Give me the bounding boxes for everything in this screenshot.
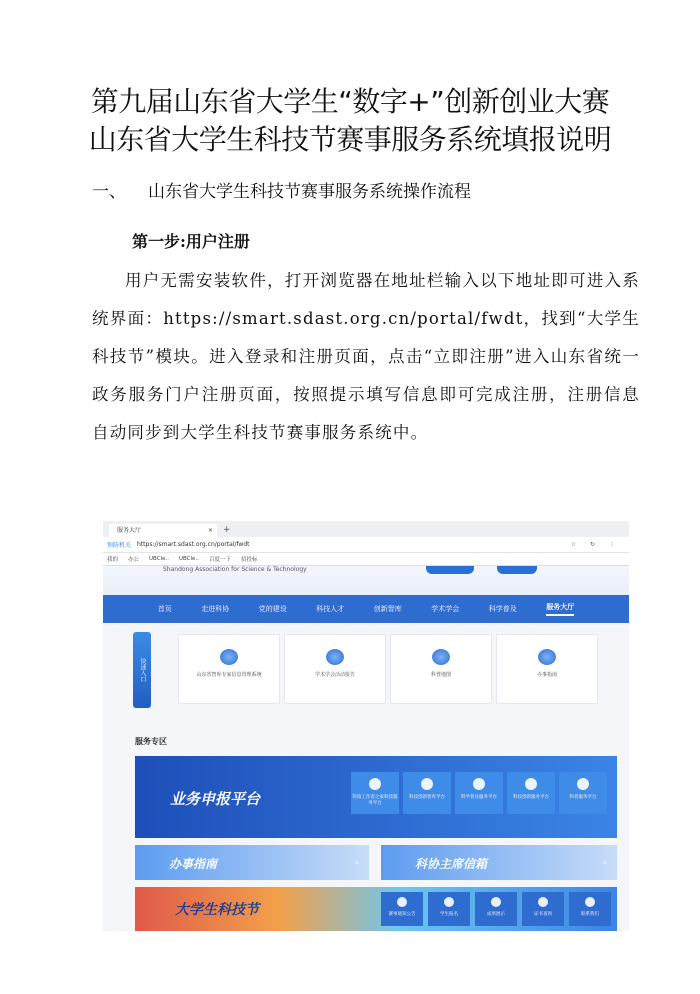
award-icon [491, 897, 501, 907]
notice-icon [397, 897, 407, 907]
embedded-screenshot [103, 521, 629, 931]
step-heading: 第一步:用户注册 [132, 232, 250, 251]
banner-label: 办事指南 [169, 857, 218, 871]
mailbox-banner [381, 845, 617, 880]
quick-access-tab: 快速入口 [133, 632, 151, 708]
chevron-right-icon: » [602, 859, 607, 867]
guide-banner [135, 845, 369, 880]
nav-item: 走进科协 [201, 605, 230, 613]
platform-label: 科普服务平台 [569, 795, 597, 800]
quick-cards [178, 634, 598, 704]
map-icon [432, 649, 450, 665]
document-title-line-1: 第九届山东省大学生“数字+”创新创业大赛 [90, 85, 610, 118]
festival-item [569, 892, 611, 926]
nav-item: 首页 [157, 605, 172, 613]
card-label: 办事指南 [536, 672, 557, 678]
platform-label: 科学普及服务平台 [461, 795, 497, 800]
bookmark-item: 百度一下 [208, 557, 231, 563]
festival-label: 成果展示 [487, 912, 505, 917]
browser-tools-icons: ☆ ↻ ⋮ [570, 541, 621, 548]
science-festival-banner [135, 887, 617, 931]
address-bar [103, 537, 629, 553]
platform-label: 科技创新服务平台 [513, 795, 549, 800]
quick-card [284, 634, 386, 704]
section-heading [92, 177, 471, 202]
document-title-line-2: 山东省大学生科技节赛事服务系统填报说明 [88, 123, 612, 156]
card-label: 学术学会活动报告 [314, 672, 355, 678]
org-name: Shandong Association for Science & Technology [163, 566, 307, 573]
nav-item: 科技人才 [316, 605, 345, 613]
bookmark-item: UBCle.. [178, 556, 199, 562]
platform-icon [525, 778, 537, 790]
festival-items [381, 892, 611, 926]
new-tab-icon: + [223, 525, 231, 535]
platform-icon [473, 778, 485, 790]
header-pill [426, 566, 474, 574]
platform-label: 科技创新智库平台 [409, 795, 445, 800]
tab-title: 服务大厅 [117, 527, 142, 534]
festival-item [475, 892, 517, 926]
site-header [103, 566, 629, 595]
platform-label: 科技工作者之家科技服务平台 [352, 795, 398, 806]
site-nav [103, 595, 629, 623]
guide-icon [538, 649, 556, 665]
festival-label: 证书查询 [534, 912, 552, 917]
tab-close-icon: × [207, 527, 213, 534]
bookmark-item: 招投标 [240, 557, 258, 563]
card-label: 科普地图 [430, 672, 451, 678]
festival-label: 联系我们 [581, 912, 599, 917]
headset-icon [585, 897, 595, 907]
nav-item: 创新智库 [373, 605, 402, 613]
platform-icon [577, 778, 589, 790]
nav-item: 科学普及 [488, 605, 517, 613]
people-icon [326, 649, 344, 665]
service-zone-title: 服务专区 [135, 737, 167, 746]
signup-icon [444, 897, 454, 907]
quick-card [390, 634, 492, 704]
card-icon [220, 649, 238, 665]
url-text: https://smart.sdast.org.cn/portal/fwdt [137, 541, 250, 548]
platform-item [559, 772, 607, 814]
platform-items [351, 772, 607, 814]
search-icon [538, 897, 548, 907]
platform-item [351, 772, 399, 814]
platform-item [403, 772, 451, 814]
business-platform-banner [135, 756, 617, 838]
section-text: 山东省大学生科技节赛事服务系统操作流程 [148, 182, 471, 202]
bookmark-item: 我的 [107, 557, 119, 563]
browser-tab-bar [103, 521, 629, 537]
card-label: 山东省智库专家信息管理系统 [196, 672, 262, 678]
nav-item: 党的建设 [258, 605, 287, 613]
festival-item [522, 892, 564, 926]
bookmarks-bar [103, 553, 629, 566]
browser-tab [109, 524, 217, 537]
bookmark-item: UBCle.. [149, 556, 169, 562]
quick-card [496, 634, 598, 704]
site-info-label: 预防机关 [107, 542, 132, 549]
platform-item [507, 772, 555, 814]
nav-item-active: 服务大厅 [546, 602, 574, 616]
platform-icon [421, 778, 433, 790]
festival-item [428, 892, 470, 926]
header-pill [497, 566, 537, 574]
quick-card [178, 634, 280, 704]
chevron-right-icon: » [354, 859, 359, 867]
nav-item: 学术学会 [431, 605, 460, 613]
festival-item [381, 892, 423, 926]
festival-label: 赛事通知公告 [388, 912, 416, 917]
section-number: 一、 [92, 182, 126, 202]
festival-label: 学生报名 [440, 912, 458, 917]
banner-label: 业务申报平台 [170, 790, 261, 808]
banner-label: 大学生科技节 [175, 902, 259, 918]
platform-icon [369, 778, 381, 790]
bookmark-item: 办公 [128, 557, 140, 563]
banner-label: 科协主席信箱 [415, 857, 488, 871]
platform-item [455, 772, 503, 814]
body-paragraph: 用户无需安装软件，打开浏览器在地址栏输入以下地址即可进入系统界面：https://smart.sdast.org.cn/portal/fwdt，找到“大学生科技节”模块。进入登录和注册页面，点击“立即注册”进入山东省统一政务服务门户注册页面，按照提示填写信息即可完成注册，注册信息自动同步到大学生科技节赛事服务系统中。 [92, 271, 640, 442]
